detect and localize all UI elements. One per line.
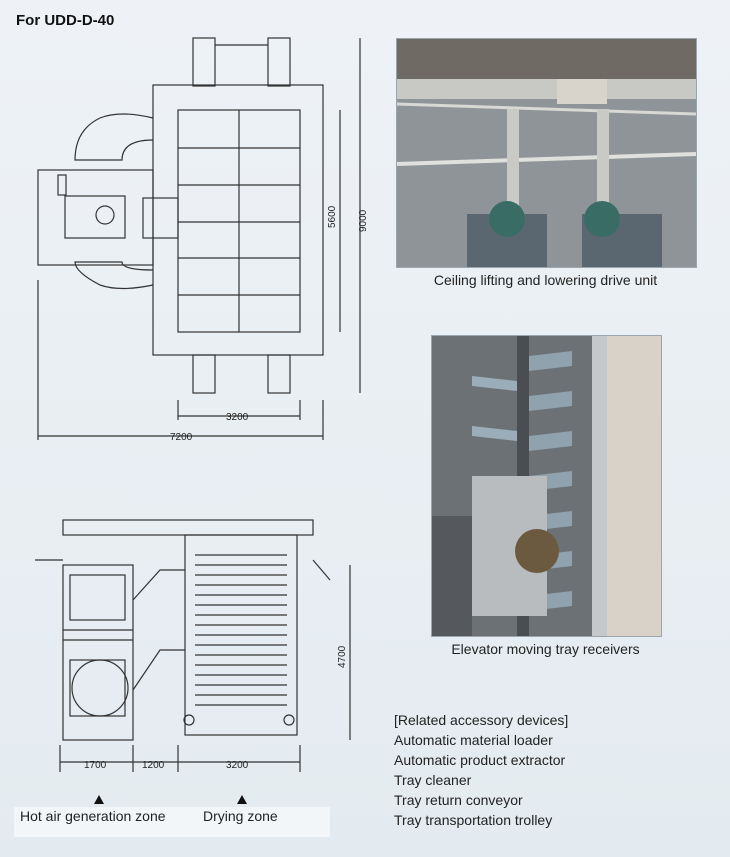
photo-caption-ceiling: Ceiling lifting and lowering drive unit [433,272,658,288]
dim-side-w2: 1200 [142,760,165,771]
triangle-up-icon [94,795,104,804]
dim-height-inner: 5600 [327,205,338,228]
accessory-item: Tray transportation trolley [394,812,553,828]
zone-hot-air: Hot air generation zone [20,808,166,824]
dim-width-outer: 7200 [170,432,193,443]
zone-drying: Drying zone [203,808,278,824]
accessory-item: Automatic product extractor [394,752,566,768]
photo-elevator-tray-receivers [431,335,662,637]
dim-height-outer: 9000 [358,209,369,232]
dim-side-height: 4700 [337,645,348,668]
dim-side-w1: 1700 [84,760,107,771]
accessory-item: Automatic material loader [394,732,553,748]
dim-side-w3: 3200 [226,760,249,771]
accessory-item: Tray cleaner [394,772,472,788]
triangle-up-icon [237,795,247,804]
accessory-list [394,710,568,830]
accessory-heading: [Related accessory devices] [394,712,569,728]
page-title: For UDD-D-40 [16,12,115,29]
photo-caption-elevator: Elevator moving tray receivers [451,641,640,657]
accessory-item: Tray return conveyor [394,792,523,808]
dim-width-inner: 3200 [226,412,249,423]
photo-ceiling-drive-unit [396,38,697,268]
